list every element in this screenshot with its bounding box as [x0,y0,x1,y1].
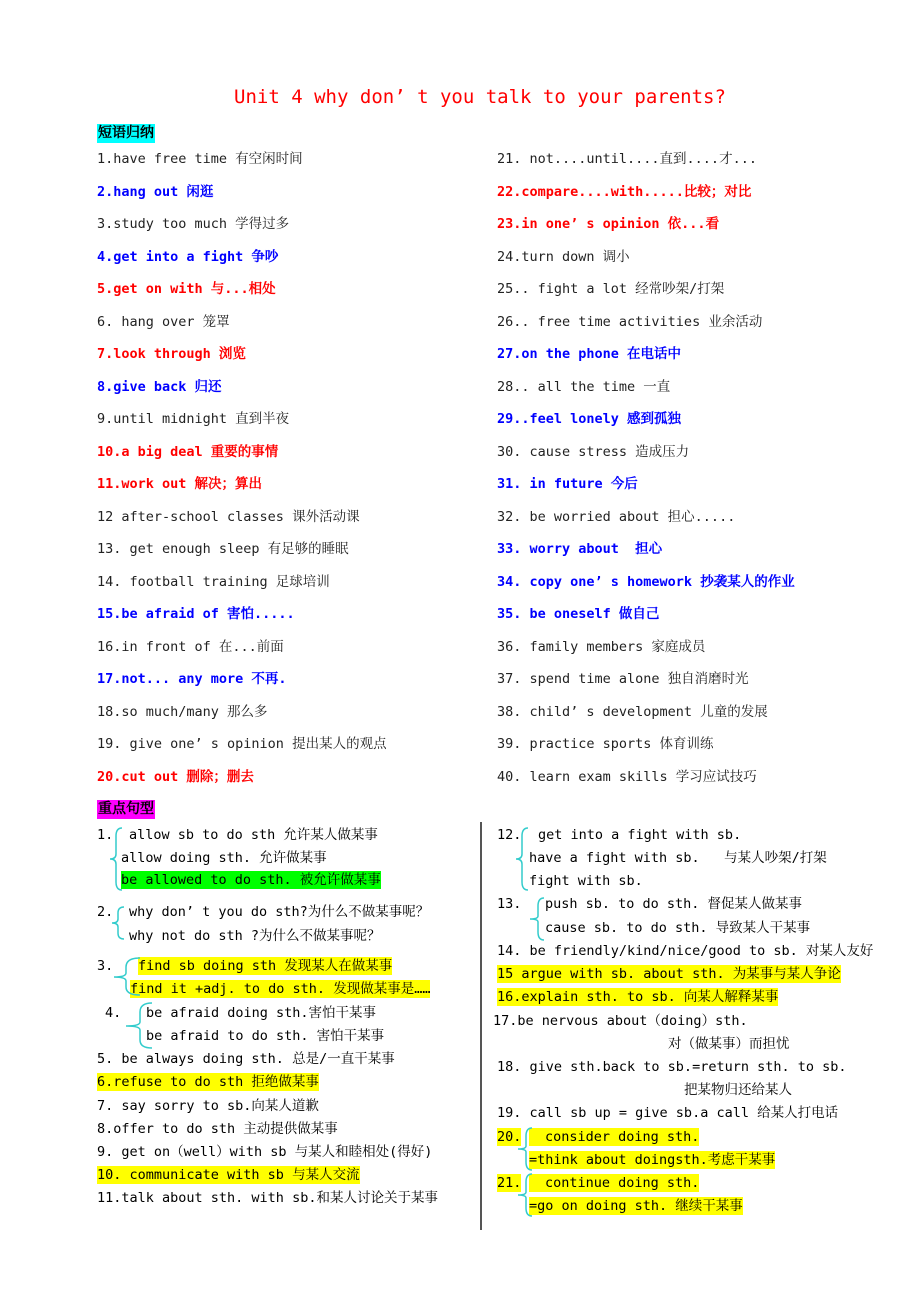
sentence-line: be afraid doing sth.害怕干某事 [146,1005,377,1021]
phrase-item: 24.turn down 调小 [497,248,630,265]
sentence-line: 把某物归还给某人 [684,1082,792,1098]
phrase-item: 33. worry about 担心 [497,541,663,557]
phrase-item: 13. get enough sleep 有足够的睡眠 [97,541,349,557]
sentence-line: 18. give sth.back to sb.=return sth. to sb. [497,1059,847,1075]
brace-icon [112,955,142,997]
phrase-item: 10.a big deal 重要的事情 [97,443,279,460]
sentence-line: 7. say sorry to sb.向某人道歉 [97,1098,319,1114]
phrase-item: 17.not... any more 不再. [97,671,287,687]
phrase-item: 19. give one’ s opinion 提出某人的观点 [97,736,387,752]
sentence-line: be afraid to do sth. 害怕干某事 [146,1028,385,1044]
phrase-item: 1.have free time 有空闲时间 [97,151,303,167]
phrase-item: 6. hang over 笼罩 [97,313,230,330]
sentence-line: 6.refuse to do sth 拒绝做某事 [97,1074,319,1090]
phrase-item: 4.get into a fight 争吵 [97,248,279,265]
phrase-item: 32. be worried about 担心..... [497,508,736,525]
brace-icon [516,1126,534,1172]
phrase-item: 15.be afraid of 害怕..... [97,606,295,622]
section-heading-sentences: 重点句型 [98,801,154,817]
phrase-item: 29..feel lonely 感到孤独 [497,411,682,427]
sentence-number: 4. [105,1005,122,1021]
sentence-number: 12. [497,827,522,843]
sentence-line: =think about doingsth.考虑干某事 [529,1152,776,1168]
sentence-line: =go on doing sth. 继续干某事 [529,1198,743,1214]
sentence-line: 19. call sb up = give sb.a call 给某人打电话 [497,1105,839,1121]
phrase-item: 36. family members 家庭成员 [497,638,706,655]
phrase-item: 12 after-school classes 课外活动课 [97,508,360,525]
sentence-number: 3. [97,958,114,974]
column-divider [480,822,482,1230]
phrase-item: 39. practice sports 体育训练 [497,736,714,752]
sentence-line: why don’ t you do sth?为什么不做某事呢？ [129,904,430,920]
sentence-line: fight with sb. [529,873,643,889]
phrase-item: 23.in one’ s opinion 依...看 [497,216,720,232]
phrase-item: 21. not....until....直到....才... [497,151,757,167]
phrase-item: 16.in front of 在...前面 [97,638,284,655]
phrase-item: 38. child’ s development 儿童的发展 [497,703,768,720]
sentence-line: 10. communicate with sb 与某人交流 [97,1167,360,1183]
phrase-item: 14. football training 足球培训 [97,573,330,590]
phrase-item: 30. cause stress 造成压力 [497,443,690,460]
phrase-item: 5.get on with 与...相处 [97,281,276,297]
sentence-line: 11.talk about sth. with sb.和某人讨论关于某事 [97,1190,438,1206]
brace-icon [108,826,124,892]
sentence-number: 21. [497,1175,522,1191]
sentence-line: 17.be nervous about（doing）sth. [493,1013,748,1029]
sentence-number: 2. [97,904,114,920]
phrase-item: 3.study too much 学得过多 [97,216,290,232]
sentence-line: 8.offer to do sth 主动提供做某事 [97,1121,338,1137]
phrase-item: 28.. all the time 一直 [497,378,671,395]
sentence-line: 14. be friendly/kind/nice/good to sb. 对某人友好 [497,943,874,959]
phrase-item: 37. spend time alone 独自消磨时光 [497,671,749,687]
phrase-item: 40. learn exam skills 学习应试技巧 [497,768,757,785]
phrase-item: 34. copy one’ s homework 抄袭某人的作业 [497,573,795,590]
brace-icon [110,905,126,941]
sentence-line: continue doing sth. [529,1174,699,1192]
sentence-line: have a fight with sb. 与某人吵架/打架 [529,850,827,866]
sentence-line: 对（做某事）而担忧 [668,1036,790,1052]
sentence-line: 15 argue with sb. about sth. 为某事与某人争论 [497,966,841,982]
sentence-line: cause sb. to do sth. 导致某人干某事 [545,920,811,936]
phrase-item: 9.until midnight 直到半夜 [97,411,290,427]
sentence-line: 5. be always doing sth. 总是/一直干某事 [97,1051,395,1067]
sentence-line: be allowed to do sth. 被允许做某事 [121,872,381,888]
phrase-item: 25.. fight a lot 经常吵架/打架 [497,281,725,297]
brace-icon [514,826,530,892]
sentence-line: push sb. to do sth. 督促某人做某事 [545,896,803,912]
sentence-line: get into a fight with sb. [538,827,742,843]
sentence-number: 20. [497,1129,522,1145]
sentence-line: allow doing sth. 允许做某事 [121,850,327,866]
phrase-item: 11.work out 解决；算出 [97,476,263,492]
sentence-line: 9. get on（well）with sb 与某人和睦相处(得好) [97,1144,433,1160]
phrase-item: 27.on the phone 在电话中 [497,346,682,362]
phrase-item: 31. in future 今后 [497,476,638,492]
sentence-line: 16.explain sth. to sb. 向某人解释某事 [497,989,779,1005]
brace-icon [528,896,546,942]
phrase-item: 18.so much/many 那么多 [97,703,268,720]
sentence-line: find it +adj. to do sth. 发现做某事是…… [130,981,431,997]
brace-icon [124,1000,154,1050]
phrase-item: 26.. free time activities 业余活动 [497,313,763,330]
sentence-line: find sb doing sth 发现某人在做某事 [138,958,393,974]
phrase-item: 7.look through 浏览 [97,346,246,362]
sentence-number: 1. [97,827,114,843]
phrase-item: 8.give back 归还 [97,378,222,395]
phrase-item: 22.compare....with.....比较；对比 [497,183,752,200]
brace-icon [516,1172,534,1218]
phrase-item: 2.hang out 闲逛 [97,183,214,200]
sentence-line: consider doing sth. [529,1128,699,1146]
phrase-item: 35. be oneself 做自己 [497,606,660,622]
sentence-line: allow sb to do sth 允许某人做某事 [129,827,378,843]
section-heading-phrases: 短语归纳 [98,125,154,141]
sentence-line: why not do sth ?为什么不做某事呢？ [129,928,381,944]
document-title: Unit 4 why don’ t you talk to your parents? [234,86,726,108]
sentence-number: 13. [497,896,522,912]
phrase-item: 20.cut out 删除；删去 [97,768,254,785]
